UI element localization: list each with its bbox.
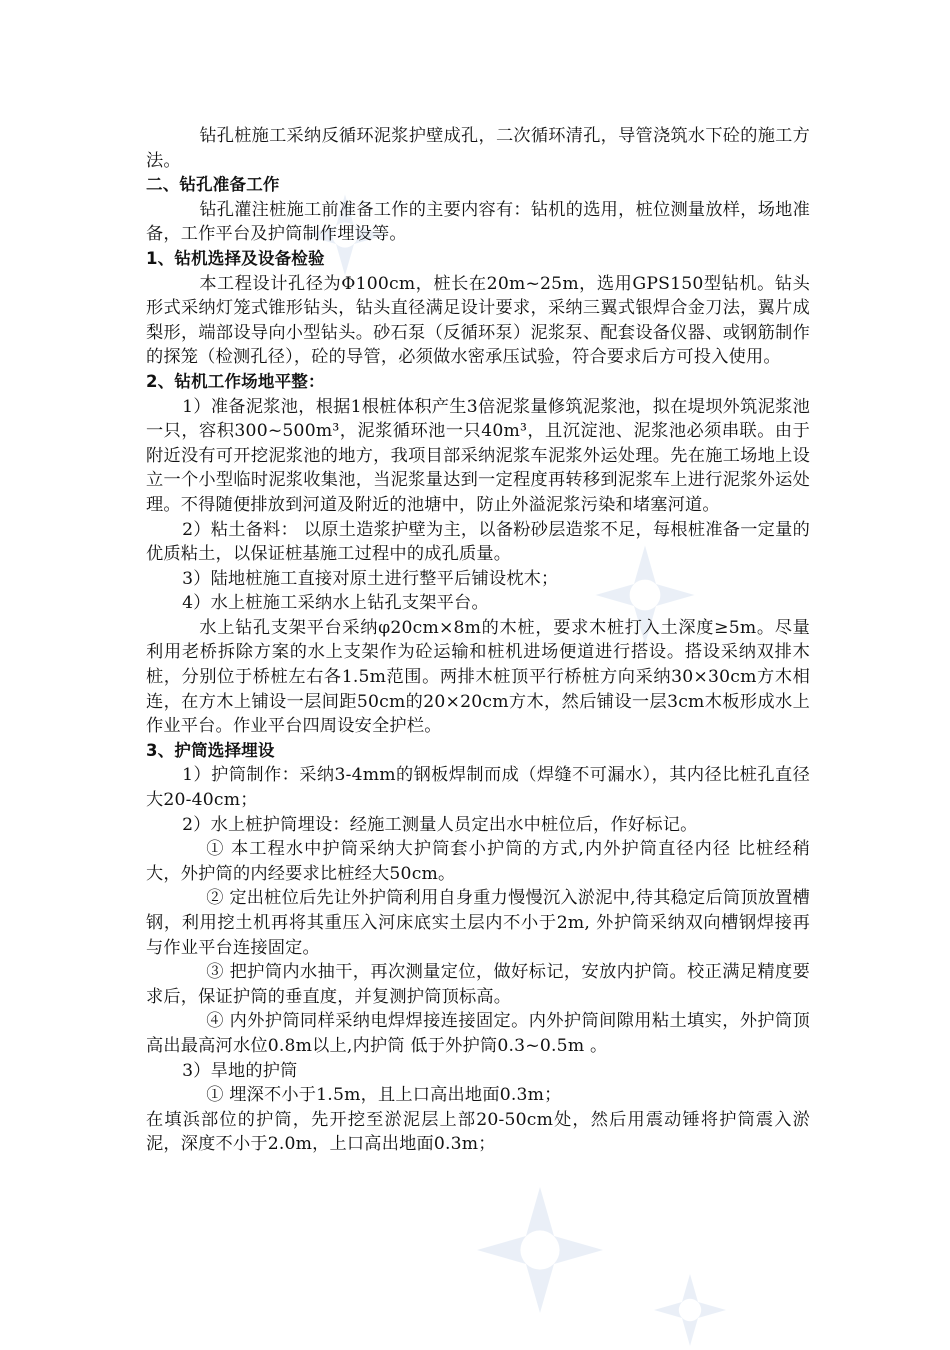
paragraph-casing-item-1: ① 本工程水中护筒采纳大护筒套小护筒的方式,内外护筒直径内径 比桩经稍大，外护筒的内经要求比桩经大50cm。 (146, 839, 810, 884)
snowflake-watermark-icon (650, 1270, 730, 1350)
heading-drilling-preparation: 二、钻孔准备工作 (146, 175, 280, 195)
paragraph-mud-pit: 1）准备泥浆池，根据1根桩体积产生3倍泥浆量修筑泥浆池，拟在堤坝外筑泥浆池一只，容积300~500m³，泥浆循环池一只40m³，且沉淀池、泥浆池必须串联。由于附近没有可开挖泥浆池的地方，我项目部采纳泥浆车泥浆外运处理。先在施工场地上设立一个小型临时泥浆收集池，当泥浆量达到一定程度再转移到泥浆车上进行泥浆外运处理。不得随便排放到河道及附近的池塘中，防止外溢泥浆污染和堵塞河道。 (146, 396, 810, 515)
heading-casing: 3、护筒选择埋设 (146, 740, 275, 760)
paragraph-clay: 2）粘土备料： 以原土造浆护壁为主，以备粉砂层造浆不足，每根桩准备一定量的优质粘土，以保证桩基施工过程中的成孔质量。 (146, 519, 810, 565)
snowflake-watermark-icon (470, 1180, 610, 1320)
paragraph-platform: 水上钻孔支架平台采纳φ20cm×8m的木桩，要求木桩打入土深度≥5m。尽量利用老桥拆除方案的水上支架作为砼运输和桩机进场便道进行搭设。搭设采纳双排木桩，分别位于桥桩左右各1.5m范围。两排木桩顶平行桥桩方向采纳30×30cm方木相连，在方木上铺设一层间距50cm的20×20cm方木，然后铺设一层3cm木板形成水上作业平台。作业平台四周设安全护栏。 (146, 617, 810, 737)
paragraph-fill-casing: 在填浜部位的护筒，先开挖至淤泥层上部20-50cm处，然后用震动锤将护筒震入淤泥，深度不小于2.0m，上口高出地面0.3m； (146, 1109, 810, 1155)
paragraph-casing-item-3: ③ 把护筒内水抽干，再次测量定位，做好标记，安放内护筒。校正满足精度要求后，保证护筒的垂直度，并复测护筒顶标高。 (146, 962, 810, 1007)
paragraph-dry-casing-item-1: ① 埋深不小于1.5m，且上口高出地面0.3m； (206, 1085, 562, 1106)
paragraph-casing-burying: 2）水上桩护筒埋设：经施工测量人员定出水中桩位后，作好标记。 (182, 814, 698, 835)
heading-rig-selection: 1、钻机选择及设备检验 (146, 248, 325, 268)
document-body (146, 124, 810, 1157)
paragraph-dry-casing: 3）旱地的护筒 (182, 1060, 298, 1081)
paragraph-casing-item-4: ④ 内外护筒同样采纳电焊焊接连接固定。内外护筒间隙用粘土填实，外护筒顶高出最高河水位0.8m以上,内护筒 低于外护筒0.3~0.5m 。 (146, 1011, 810, 1056)
paragraph-casing-item-2: ② 定出桩位后先让外护筒利用自身重力慢慢沉入淤泥中,待其稳定后筒顶放置槽钢，利用挖土机再将其重压入河床底实土层内不小于2m, 外护筒采纳双向槽钢焊接再与作业平台连接固定。 (146, 888, 810, 958)
paragraph-casing-making: 1）护筒制作：采纳3-4mm的钢板焊制而成（焊缝不可漏水），其内径比桩孔直径大20-40cm； (146, 765, 810, 811)
paragraph-water-pile: 4）水上桩施工采纳水上钻孔支架平台。 (182, 593, 489, 614)
paragraph-intro: 钻孔桩施工采纳反循环泥浆护壁成孔，二次循环清孔，导管浇筑水下砼的施工方法。 (146, 126, 810, 171)
paragraph-preparation: 钻孔灌注桩施工前准备工作的主要内容有：钻机的选用，桩位测量放样，场地准备，工作平台及护筒制作埋设等。 (146, 199, 810, 245)
paragraph-land-pile: 3）陆地桩施工直接对原土进行整平后铺设枕木； (182, 568, 559, 589)
paragraph-rig-selection: 本工程设计孔径为Φ100cm，桩长在20m~25m，选用GPS150型钻机。钻头形式采纳灯笼式锥形钻头，钻头直径满足设计要求，采纳三翼式银焊合金刀法，翼片成梨形，端部设导向小型钻头。砂石泵（反循环泵）泥浆泵、配套设备仪器、或钢筋制作的探笼（检测孔径），砼的导管，必须做水密承压试验，符合要求后方可投入使用。 (146, 273, 810, 368)
heading-site-leveling: 2、钻机工作场地平整： (146, 371, 325, 391)
